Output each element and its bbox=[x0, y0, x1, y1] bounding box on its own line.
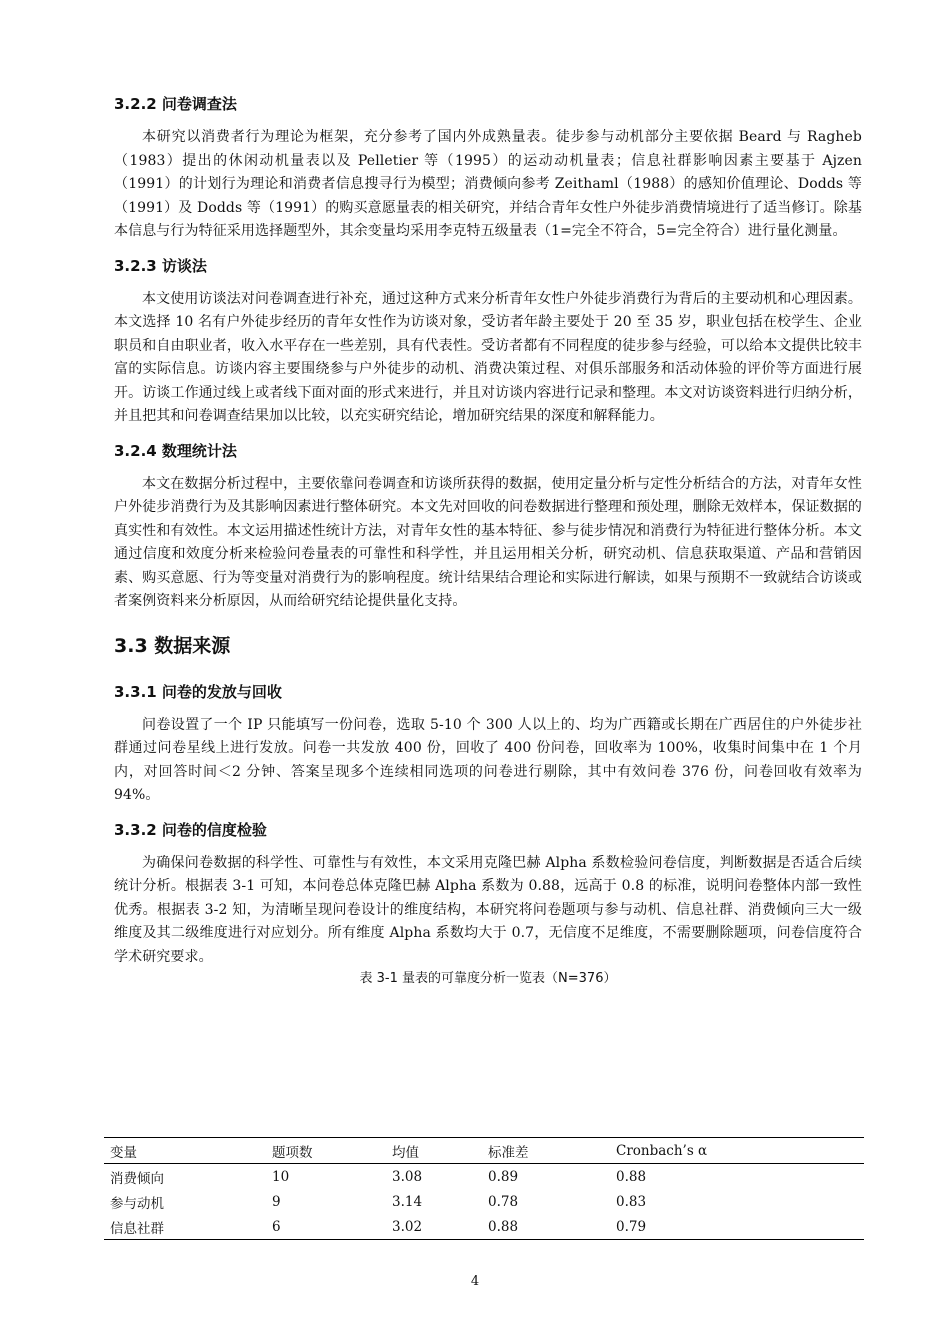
table-cell: 6 bbox=[266, 1214, 386, 1240]
table-row bbox=[104, 1189, 864, 1214]
column-header-variable: 变量 bbox=[104, 1138, 266, 1164]
table-cell: 0.88 bbox=[616, 1168, 647, 1185]
table-cell: 参与动机 bbox=[110, 1195, 164, 1212]
table-row bbox=[104, 1214, 864, 1240]
table-row bbox=[104, 1164, 864, 1190]
heading-3-2-2: 3.2.2 问卷调查法 bbox=[114, 95, 237, 113]
table-cell: 3.14 bbox=[392, 1193, 423, 1210]
paragraph-distribution: 问卷设置了一个 IP 只能填写一份问卷，选取 5-10 个 300 人以上的、均为广西籍或长期在广西居住的户外徒步社群通过问卷星线上进行发放。问卷一共发放 400 份，回收了 400 份问卷，回收率为 100%，收集时间集中在 1 个月内，对回答时间＜2 分钟、答案呈现多个连续相同选项的问卷进行剔除，其中有效问卷 376 份，问卷回收有效率为 94%。 bbox=[114, 716, 862, 803]
table-header-row bbox=[104, 1138, 864, 1164]
heading-3-3-2: 3.3.2 问卷的信度检验 bbox=[114, 820, 267, 839]
table-cell: 10 bbox=[272, 1168, 290, 1185]
table-cell: 3.02 bbox=[386, 1214, 482, 1240]
paragraph-statistics-method: 本文在数据分析过程中，主要依靠问卷调查和访谈所获得的数据，使用定量分析与定性分析结合的方法，对青年女性户外徒步消费行为及其影响因素进行整体研究。本文先对回收的问卷数据进行整理和预处理，删除无效样本，保证数据的真实性和有效性。本文运用描述性统计方法，对青年女性的基本特征、参与徒步情况和消费行为特征进行整体分析。本文通过信度和效度分析来检验问卷量表的可靠性和科学性，并且运用相关分析，研究动机、信息获取渠道、产品和营销因素、购买意愿、行为等变量对消费行为的影响程度。统计结果结合理论和实际进行解读，如果与预期不一致就结合访谈或者案例资料来分析原因，从而给研究结论提供量化支持。 bbox=[114, 475, 862, 609]
table-cell: 信息社群 bbox=[104, 1214, 266, 1240]
heading-3-2-3: 3.2.3 访谈法 bbox=[114, 256, 207, 275]
table-cell: 0.78 bbox=[488, 1193, 519, 1210]
column-header-alpha: Cronbach’s α bbox=[610, 1138, 864, 1164]
reliability-table bbox=[104, 1137, 864, 1240]
table-cell: 消费倾向 bbox=[110, 1170, 164, 1187]
paragraph-reliability: 为确保问卷数据的科学性、可靠性与有效性，本文采用克隆巴赫 Alpha 系数检验问卷信度，判断数据是否适合后续统计分析。根据表 3-1 可知，本问卷总体克隆巴赫 Alpha 系数为 0.88，远高于 0.8 的标准，说明问卷整体内部一致性优秀。根据表 3-2 知，为清晰呈现问卷设计的维度结构，本研究将问卷题项与参与动机、信息社群、消费倾向三大一级维度及其二级维度进行对应划分。所有维度 Alpha 系数均大于 0.7，无信度不足维度，不需要删除题项，问卷信度符合学术研究要求。 bbox=[114, 854, 862, 965]
paragraph-questionnaire-method: 本研究以消费者行为理论为框架，充分参考了国内外成熟量表。徒步参与动机部分主要依据 Beard 与 Ragheb（1983）提出的休闲动机量表以及 Pelletier 等（1995）的运动动机量表；信息社群影响因素主要基于 Ajzen（1991）的计划行为理论和消费者信息搜寻行为模型；消费倾向参考 Zeithaml（1988）的感知价值理论、Dodds 等（1991）及 Dodds 等（1991）的购买意愿量表的相关研究，并结合青年女性户外徒步消费情境进行了适当修订。除基本信息与行为特征采用选择题型外，其余变量均采用李克特五级量表（1=完全不符合，5=完全符合）进行量化测量。 bbox=[114, 129, 862, 239]
column-header-std: 标准差 bbox=[482, 1138, 610, 1164]
paragraph-interview-method: 本文使用访谈法对问卷调查进行补充，通过这种方式来分析青年女性户外徒步消费行为背后的主要动机和心理因素。本文选择 10 名有户外徒步经历的青年女性作为访谈对象，受访者年龄主要处于 20 至 35 岁，职业包括在校学生、企业职员和自由职业者，收入水平存在一些差别，具有代表性。受访者都有不同程度的徒步参与经验，可以给本文提供比较丰富的实际信息。访谈内容主要围绕参与户外徒步的动机、消费决策过程、对俱乐部服务和活动体验的评价等方面进行展开。访谈工作通过线上或者线下面对面的形式来进行，并且对访谈内容进行记录和整理。本文对访谈资料进行归纳分析，并且把其和问卷调查结果加以比较，以充实研究结论，增加研究结果的深度和解释能力。 bbox=[114, 290, 862, 424]
table-cell: 3.08 bbox=[392, 1168, 423, 1185]
column-header-item-count: 题项数 bbox=[266, 1138, 386, 1164]
table-cell: 0.79 bbox=[610, 1214, 864, 1240]
column-header-mean: 均值 bbox=[386, 1138, 482, 1164]
table-cell: 0.83 bbox=[616, 1193, 647, 1210]
heading-3-2-4: 3.2.4 数理统计法 bbox=[114, 441, 237, 460]
table-cell: 0.88 bbox=[482, 1214, 610, 1240]
table-cell: 9 bbox=[272, 1193, 281, 1210]
heading-3-3-1: 3.3.1 问卷的发放与回收 bbox=[114, 682, 282, 701]
page-number: 4 bbox=[470, 1274, 480, 1289]
heading-3-3: 3.3 数据来源 bbox=[114, 634, 231, 657]
page-body bbox=[114, 90, 862, 989]
table-cell: 0.89 bbox=[488, 1168, 519, 1185]
table-caption: 表 3-1 量表的可靠度分析一览表（N=376） bbox=[359, 971, 617, 986]
